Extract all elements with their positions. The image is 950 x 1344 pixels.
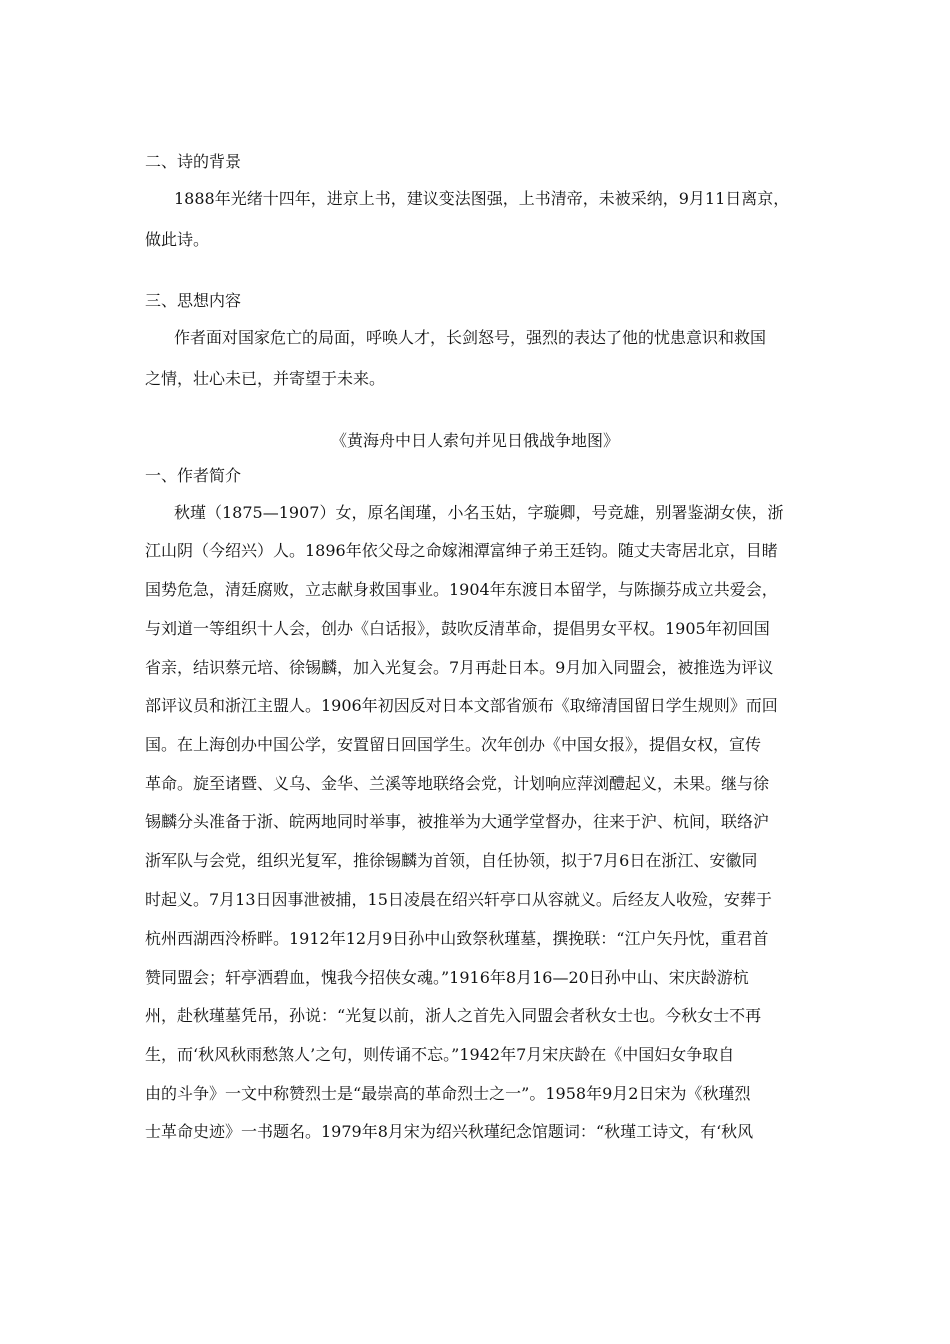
paragraph-line: 部评议员和浙江主盟人。1906年初因反对日本文部省颁布《取缔清国留日学生规则》而回 <box>145 696 778 715</box>
poem-title: 《黄海舟中日人索句并见日俄战争地图》 <box>330 431 619 450</box>
paragraph-line: 杭州西湖西泠桥畔。1912年12月9日孙中山致祭秋瑾墓，撰挽联：“江户矢丹忱，重君首 <box>145 929 769 948</box>
paragraph-line: 时起义。7月13日因事泄被捕，15日凌晨在绍兴轩亭口从容就义。后经友人收殓，安葬于 <box>145 890 772 909</box>
paragraph-line: 生，而‘秋风秋雨愁煞人’之句，则传诵不忘。”1942年7月宋庆龄在《中国妇女争取自 <box>145 1045 735 1064</box>
paragraph-line: 士革命史迹》一书题名。1979年8月宋为绍兴秋瑾纪念馆题词：“秋瑾工诗文，有‘秋风 <box>145 1122 754 1141</box>
paragraph-line: 浙军队与会党，组织光复军，推徐锡麟为首领，自任协领，拟于7月6日在浙江、安徽同 <box>145 851 758 870</box>
paragraph-line: 革命。旋至诸暨、义乌、金华、兰溪等地联络会党，计划响应萍浏醴起义，未果。继与徐 <box>145 774 770 793</box>
paragraph-line: 做此诗。 <box>145 230 210 249</box>
paragraph-line: 作者面对国家危亡的局面，呼唤人才，长剑怒号，强烈的表达了他的忧患意识和救国 <box>174 328 767 347</box>
paragraph-line: 国。在上海创办中国公学，安置留日回国学生。次年创办《中国女报》，提倡女权，宣传 <box>145 735 762 754</box>
paragraph-line: 由的斗争》一文中称赞烈士是“最崇高的革命烈士之一”。1958年9月2日宋为《秋瑾烈 <box>145 1084 751 1103</box>
paragraph-line: 江山阴（今绍兴）人。1896年依父母之命嫁湘潭富绅子弟王廷钧。随丈夫寄居北京，目睹 <box>145 541 778 560</box>
paragraph-line: 之情，壮心未已，并寄望于未来。 <box>145 369 386 388</box>
section-heading-author: 一、作者简介 <box>145 466 242 485</box>
paragraph-line: 州，赴秋瑾墓凭吊，孙说：“光复以前，浙人之首先入同盟会者秋女士也。今秋女士不再 <box>145 1006 762 1025</box>
paragraph-line: 国势危急，清廷腐败，立志献身救国事业。1904年东渡日本留学，与陈撷芬成立共爱会， <box>145 580 778 599</box>
section-heading-background: 二、诗的背景 <box>145 152 242 171</box>
paragraph-line: 秋瑾（1875—1907）女，原名闺瑾，小名玉姑，字璇卿，号竞雄，别署鉴湖女侠，浙 <box>174 503 784 522</box>
paragraph-line: 锡麟分头准备于浙、皖两地同时举事，被推举为大通学堂督办，往来于沪、杭间，联络沪 <box>145 812 770 831</box>
paragraph-line: 与刘道一等组织十人会，创办《白话报》，鼓吹反清革命，提倡男女平权。1905年初回国 <box>145 619 770 638</box>
section-heading-content: 三、思想内容 <box>145 291 242 310</box>
paragraph-line: 赞同盟会；轩亭洒碧血，愧我今招侠女魂。”1916年8月16—20日孙中山、宋庆龄游杭 <box>145 968 749 987</box>
paragraph-line: 省亲，结识蔡元培、徐锡麟，加入光复会。7月再赴日本。9月加入同盟会，被推选为评议 <box>145 658 774 677</box>
paragraph-line: 1888年光绪十四年，进京上书，建议变法图强，上书清帝，未被采纳，9月11日离京， <box>174 189 790 208</box>
